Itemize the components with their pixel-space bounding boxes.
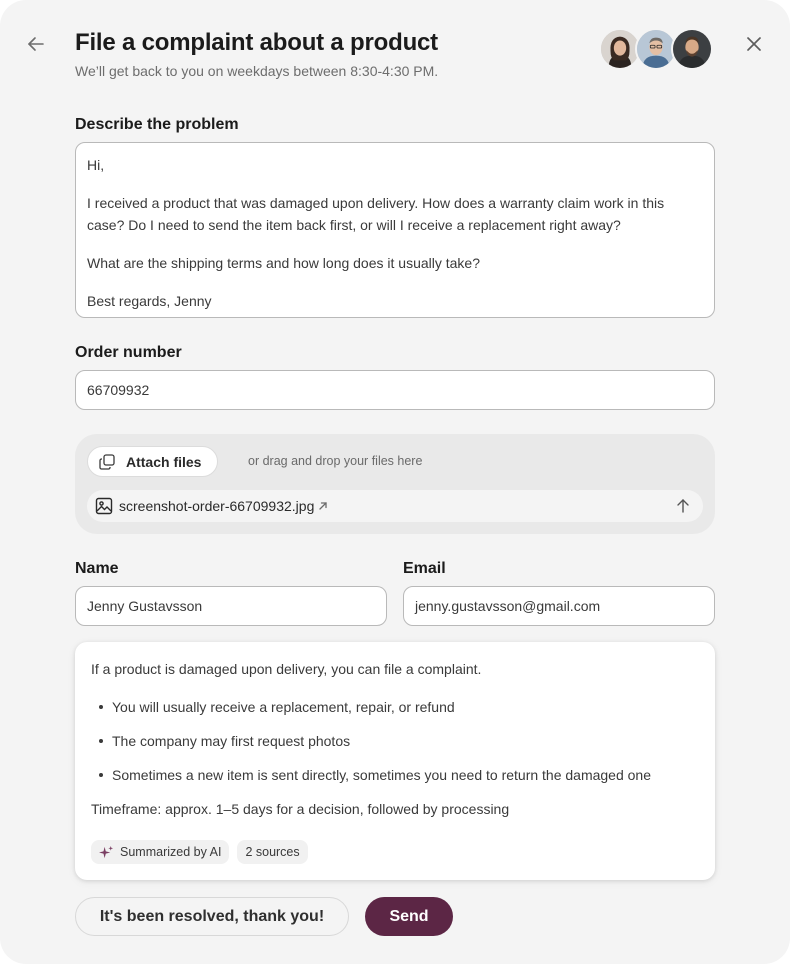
agent-avatars xyxy=(599,28,713,70)
back-button[interactable] xyxy=(24,32,48,56)
image-file-icon xyxy=(95,497,113,515)
close-button[interactable] xyxy=(742,32,766,56)
list-item: Sometimes a new item is sent directly, sometimes you need to return the damaged one xyxy=(91,766,699,784)
email-input[interactable] xyxy=(403,586,715,626)
close-icon xyxy=(742,32,766,56)
ai-summary-chips xyxy=(91,840,308,864)
problem-paragraph: What are the shipping terms and how long does it usually take? xyxy=(87,255,481,271)
page-subtitle: We’ll get back to you on weekdays between 8:30-4:30 PM. xyxy=(75,63,439,79)
sources-label: 2 sources xyxy=(245,845,300,859)
attached-file-row xyxy=(87,490,703,522)
page-title: File a complaint about a product xyxy=(75,29,438,56)
email-value: jenny.gustavsson@gmail.com xyxy=(415,598,601,614)
upload-arrow-icon[interactable] xyxy=(675,498,691,514)
attach-files-button[interactable] xyxy=(87,446,218,477)
order-number-input[interactable] xyxy=(75,370,715,410)
ai-summary-intro: If a product is damaged upon delivery, you can file a complaint. xyxy=(91,661,482,677)
order-number-label: Order number xyxy=(75,344,182,361)
agent-avatar-3 xyxy=(671,28,713,70)
send-button[interactable]: Send xyxy=(365,897,453,936)
copy-files-icon xyxy=(98,453,116,471)
problem-paragraph: I received a product that was damaged upon delivery. How does a warranty claim work in this case? Do I need to send the item back first, or will I receive a replacement right away? xyxy=(87,195,665,233)
sources-chip[interactable] xyxy=(237,840,307,864)
attach-files-label: Attach files xyxy=(126,453,202,470)
ai-summary-list xyxy=(91,698,699,784)
drag-drop-hint: or drag and drop your files here xyxy=(248,454,423,468)
name-value: Jenny Gustavsson xyxy=(87,598,203,614)
problem-paragraph: Best regards, Jenny xyxy=(87,293,212,309)
summarized-by-ai-badge xyxy=(91,840,229,864)
resolved-button[interactable]: It's been resolved, thank you! xyxy=(75,897,349,936)
attached-file-name[interactable]: screenshot-order-66709932.jpg xyxy=(119,498,315,514)
ai-summary-timeframe: Timeframe: approx. 1–5 days for a decision, followed by processing xyxy=(91,801,510,817)
name-input[interactable] xyxy=(75,586,387,626)
problem-label: Describe the problem xyxy=(75,116,239,133)
ai-summary-card xyxy=(75,642,715,880)
summarized-by-ai-label: Summarized by AI xyxy=(120,845,222,859)
order-number-value: 66709932 xyxy=(87,382,150,398)
problem-paragraph: Hi, xyxy=(87,157,105,173)
file-dropzone[interactable] xyxy=(75,434,715,534)
email-label: Email xyxy=(403,560,446,577)
list-item: You will usually receive a replacement, repair, or refund xyxy=(91,698,699,716)
problem-textarea[interactable] xyxy=(75,142,715,318)
external-link-icon[interactable] xyxy=(317,500,329,512)
arrow-left-icon xyxy=(24,32,48,56)
sparkle-icon xyxy=(99,845,114,860)
list-item: The company may first request photos xyxy=(91,732,699,750)
name-label: Name xyxy=(75,560,119,577)
